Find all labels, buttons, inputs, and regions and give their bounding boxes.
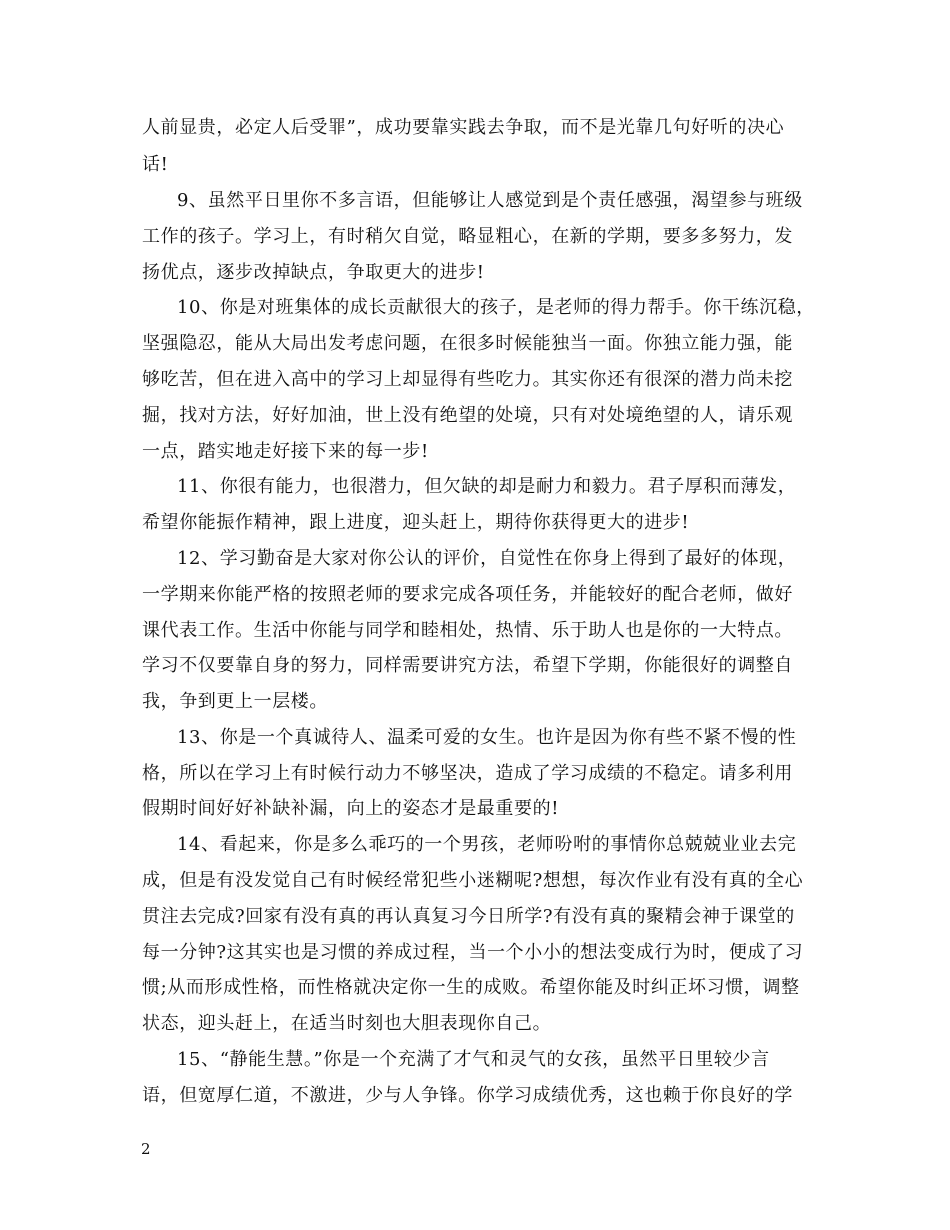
text-line: 每一分钟?这其实也是习惯的养成过程，当一个小小的想法变成行为时，便成了习 xyxy=(142,942,804,963)
text-line: 一点，踏实地走好接下来的每一步! xyxy=(142,441,429,462)
paragraph-start-line: 9、虽然平日里你不多言语，但能够让人感觉到是个责任感强，渴望参与班级 xyxy=(177,190,803,211)
text-line: 希望你能振作精神，跟上进度，迎头赶上，期待你获得更大的进步! xyxy=(142,512,690,533)
text-line: 贯注去完成?回家有没有真的再认真复习今日所学?有没有真的聚精会神于课堂的 xyxy=(142,906,795,927)
text-line: 惯;从而形成性格，而性格就决定你一生的成败。希望你能及时纠正坏习惯，调整 xyxy=(142,977,800,998)
text-line: 话! xyxy=(142,154,169,175)
page-number: 2 xyxy=(141,1140,151,1158)
text-line: 学习不仅要靠自身的努力，同样需要讲究方法，希望下学期，你能很好的调整自 xyxy=(142,655,793,676)
text-line: 人前显贵，必定人后受罪”，成功要靠实践去争取，而不是光靠几句好听的决心 xyxy=(142,117,785,138)
text-line: 格，所以在学习上有时候行动力不够坚决，造成了学习成绩的不稳定。请多利用 xyxy=(142,763,793,784)
text-line: 成，但是有没发觉自己有时候经常犯些小迷糊呢?想想，每次作业有没有真的全心 xyxy=(142,870,804,891)
text-line: 语，但宽厚仁道，不激进，少与人争锋。你学习成绩优秀，这也赖于你良好的学 xyxy=(142,1085,793,1106)
text-line: 扬优点，逐步改掉缺点，争取更大的进步! xyxy=(142,262,485,283)
paragraph-start-line: 11、你很有能力，也很潜力，但欠缺的却是耐力和毅力。君子厚积而薄发， xyxy=(177,476,797,497)
text-line: 我，争到更上一层楼。 xyxy=(142,691,328,712)
text-line: 状态，迎头赶上，在适当时刻也大胆表现你自己。 xyxy=(142,1013,552,1034)
paragraph-start-line: 14、看起来，你是多么乖巧的一个男孩，老师吩咐的事情你总兢兢业业去完 xyxy=(177,834,797,855)
paragraph-start-line: 13、你是一个真诚待人、温柔可爱的女生。也许是因为你有些不紧不慢的性 xyxy=(177,727,797,748)
paragraph-start-line: 15、“静能生慧。”你是一个充满了才气和灵气的女孩，虽然平日里较少言 xyxy=(177,1049,770,1070)
text-line: 课代表工作。生活中你能与同学和睦相处，热情、乐于助人也是你的一大特点。 xyxy=(142,620,793,641)
text-line: 坚强隐忍，能从大局出发考虑问题，在很多时候能独当一面。你独立能力强，能 xyxy=(142,333,793,354)
text-line: 工作的孩子。学习上，有时稍欠自觉，略显粗心，在新的学期，要多多努力，发 xyxy=(142,226,793,247)
text-line: 一学期来你能严格的按照老师的要求完成各项任务，并能较好的配合老师，做好 xyxy=(142,584,793,605)
text-line: 假期时间好好补缺补漏，向上的姿态才是最重要的! xyxy=(142,798,560,819)
text-line: 够吃苦，但在进入高中的学习上却显得有些吃力。其实你还有很深的潜力尚未挖 xyxy=(142,369,793,390)
paragraph-start-line: 10、你是对班集体的成长贡献很大的孩子，是老师的得力帮手。你干练沉稳， xyxy=(177,297,815,318)
text-line: 掘，找对方法，好好加油，世上没有绝望的处境，只有对处境绝望的人，请乐观 xyxy=(142,405,793,426)
paragraph-start-line: 12、学习勤奋是大家对你公认的评价，自觉性在你身上得到了最好的体现， xyxy=(177,548,797,569)
